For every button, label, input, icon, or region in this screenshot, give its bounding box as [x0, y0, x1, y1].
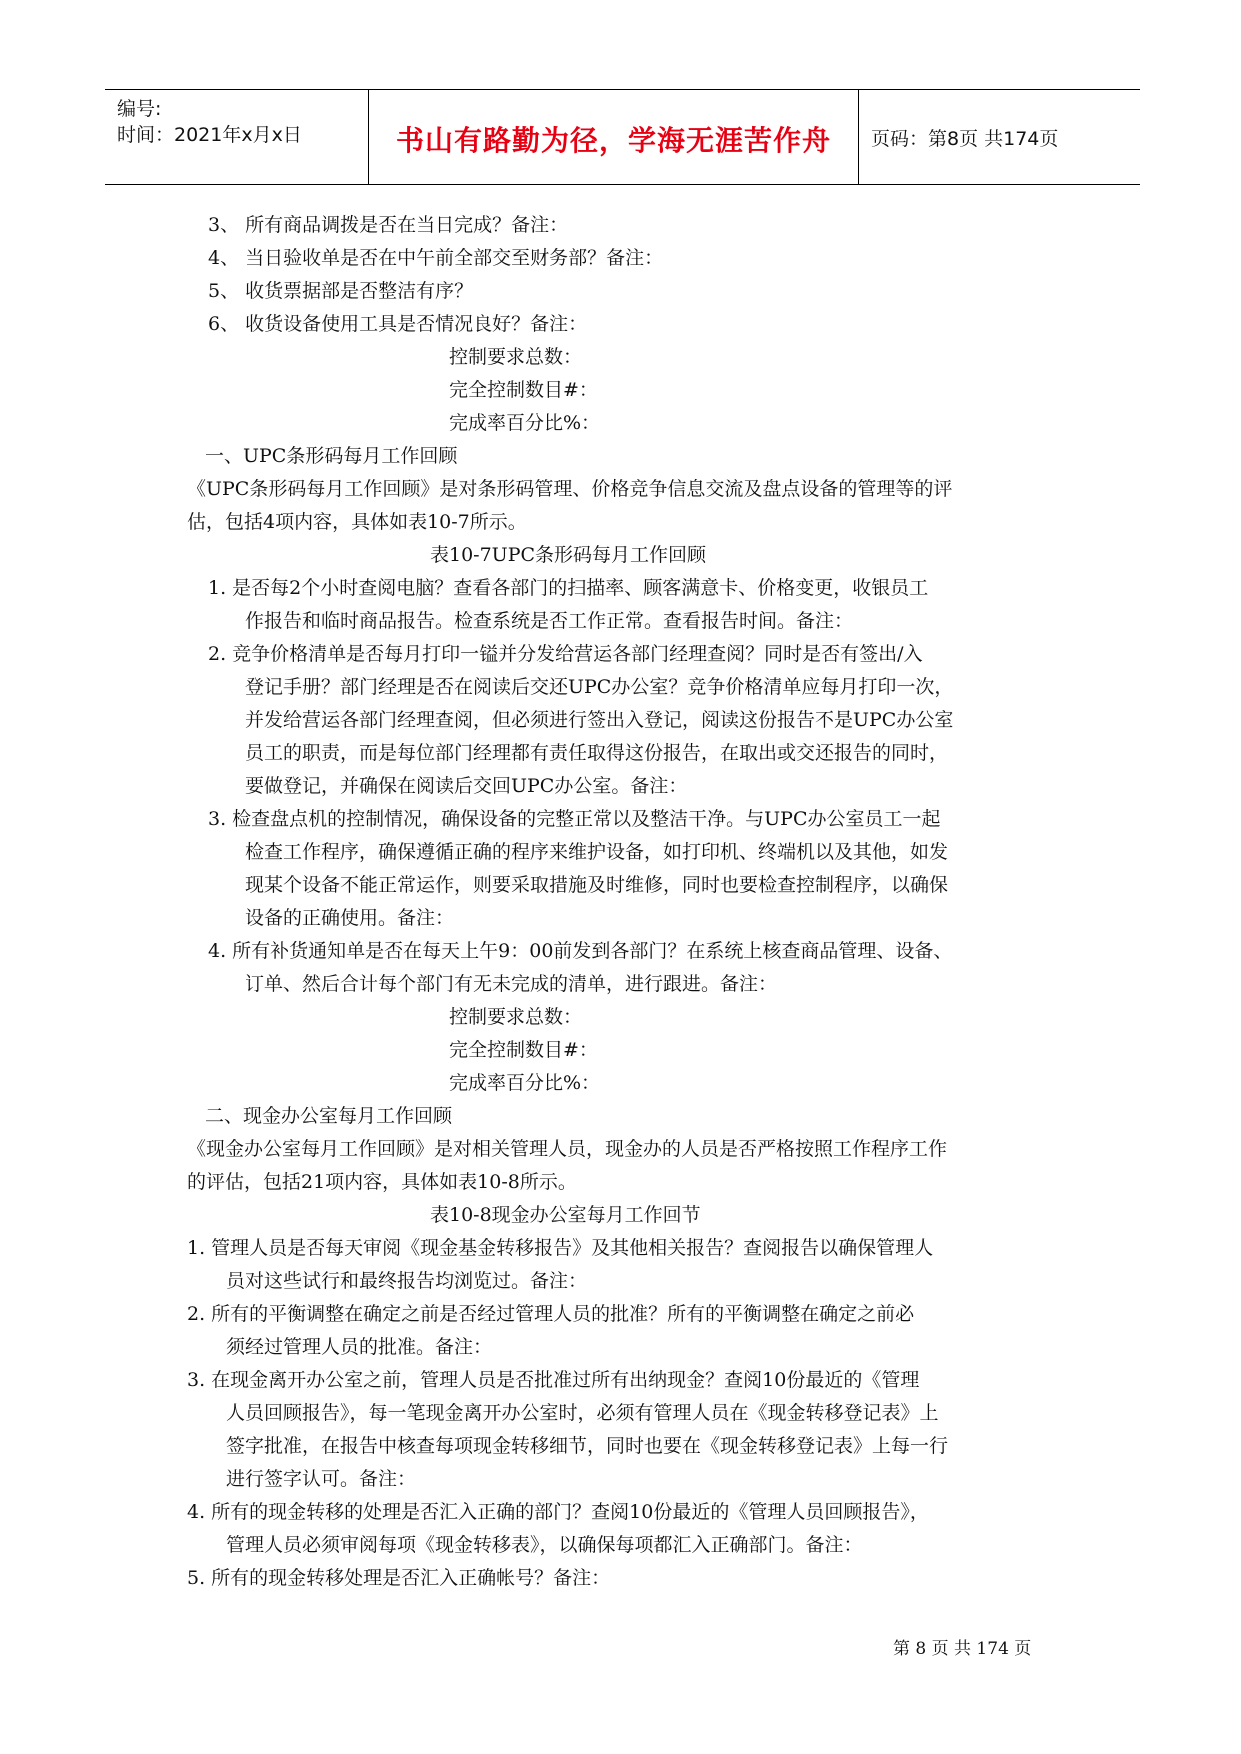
body-line: 《UPC条形码每月工作回顾》是对条形码管理、价格竞争信息交流及盘点设备的管理等的评: [187, 478, 953, 500]
body-line: 订单、然后合计每个部门有无未完成的清单，进行跟进。备注：: [245, 973, 778, 995]
page-footer: 第 8 页 共 174 页: [893, 1639, 1032, 1659]
body-line: 员工的职责，而是每位部门经理都有责任取得这份报告，在取出或交还报告的同时，: [245, 742, 949, 764]
body-line: 管理人员必须审阅每项《现金转移表》，以确保每项都汇入正确部门。备注：: [226, 1534, 863, 1556]
body-line: 4. 所有的现金转移的处理是否汇入正确的部门？查阅10份最近的《管理人员回顾报告》，: [187, 1501, 929, 1523]
header-page-label: 页码：第8页 共174页: [871, 128, 1059, 150]
document-header: [105, 89, 1140, 185]
document-time-label: 时间：2021年x月x日: [117, 124, 302, 146]
body-line: 登记手册？部门经理是否在阅读后交还UPC办公室？竞争价格清单应每月打印一次，: [245, 676, 954, 698]
header-meta: [105, 90, 369, 184]
section-heading: 二、现金办公室每月工作回顾: [205, 1105, 453, 1127]
header-motto-cell: [369, 90, 859, 184]
body-line: 设备的正确使用。备注：: [245, 907, 455, 929]
section-heading: 一、UPC条形码每月工作回顾: [205, 445, 458, 467]
body-line: 估，包括4项内容，具体如表10-7所示。: [187, 511, 527, 533]
body-line: 的评估，包括21项内容，具体如表10-8所示。: [187, 1171, 577, 1193]
body-line: 签字批准，在报告中核查每项现金转移细节，同时也要在《现金转移登记表》上每一行: [226, 1435, 949, 1457]
body-line: 2. 所有的平衡调整在确定之前是否经过管理人员的批准？所有的平衡调整在确定之前必: [187, 1303, 915, 1325]
body-line: 完全控制数目#：: [449, 1039, 598, 1061]
document-number-label: 编号:: [117, 98, 162, 120]
body-line: 6、 收货设备使用工具是否情况良好？备注：: [208, 313, 588, 335]
body-line: 员对这些试行和最终报告均浏览过。备注：: [226, 1270, 588, 1292]
body-line: 3. 检查盘点机的控制情况，确保设备的完整正常以及整洁干净。与UPC办公室员工一起: [208, 808, 941, 830]
body-line: 须经过管理人员的批准。备注：: [226, 1336, 493, 1358]
body-line: 1. 是否每2个小时查阅电脑？查看各部门的扫描率、顾客满意卡、价格变更，收银员工: [208, 577, 929, 599]
body-line: 5、 收货票据部是否整洁有序？: [208, 280, 474, 302]
body-line: 3、 所有商品调拨是否在当日完成？备注：: [208, 214, 569, 236]
body-line: 《现金办公室每月工作回顾》是对相关管理人员，现金办的人员是否严格按照工作程序工作: [187, 1138, 948, 1160]
body-line: 完成率百分比%：: [449, 1072, 601, 1094]
header-page-cell: [859, 90, 1140, 184]
body-line: 检查工作程序，确保遵循正确的程序来维护设备，如打印机、终端机以及其他，如发: [245, 841, 949, 863]
body-line: 3. 在现金离开办公室之前，管理人员是否批准过所有出纳现金？查阅10份最近的《管理: [187, 1369, 920, 1391]
body-line: 控制要求总数：: [449, 346, 583, 368]
body-line: 要做登记，并确保在阅读后交回UPC办公室。备注：: [245, 775, 688, 797]
table-caption: 表10-8现金办公室每月工作回节: [430, 1204, 701, 1226]
body-line: 控制要求总数：: [449, 1006, 583, 1028]
body-line: 人员回顾报告》，每一笔现金离开办公室时，必须有管理人员在《现金转移登记表》上: [226, 1402, 939, 1424]
body-line: 5. 所有的现金转移处理是否汇入正确帐号？备注：: [187, 1567, 611, 1589]
body-line: 作报告和临时商品报告。检查系统是否工作正常。查看报告时间。备注：: [245, 610, 854, 632]
body-line: 1. 管理人员是否每天审阅《现金基金转移报告》及其他相关报告？查阅报告以确保管理人: [187, 1237, 934, 1259]
body-line: 2. 竞争价格清单是否每月打印一镒并分发给营运各部门经理查阅？同时是否有签出/入: [208, 643, 923, 665]
body-line: 4. 所有补货通知单是否在每天上午9：00前发到各部门？在系统上核查商品管理、设备、: [208, 940, 953, 962]
body-line: 完全控制数目#：: [449, 379, 598, 401]
body-line: 并发给营运各部门经理查阅，但必须进行签出入登记，阅读这份报告不是UPC办公室: [245, 709, 954, 731]
header-motto: 书山有路勤为径，学海无涯苦作舟: [395, 124, 831, 157]
table-caption: 表10-7UPC条形码每月工作回顾: [430, 544, 707, 566]
body-line: 现某个设备不能正常运作，则要采取措施及时维修，同时也要检查控制程序，以确保: [245, 874, 949, 896]
body-line: 完成率百分比%：: [449, 412, 601, 434]
body-line: 进行签字认可。备注：: [226, 1468, 417, 1490]
body-line: 4、 当日验收单是否在中午前全部交至财务部？备注：: [208, 247, 664, 269]
